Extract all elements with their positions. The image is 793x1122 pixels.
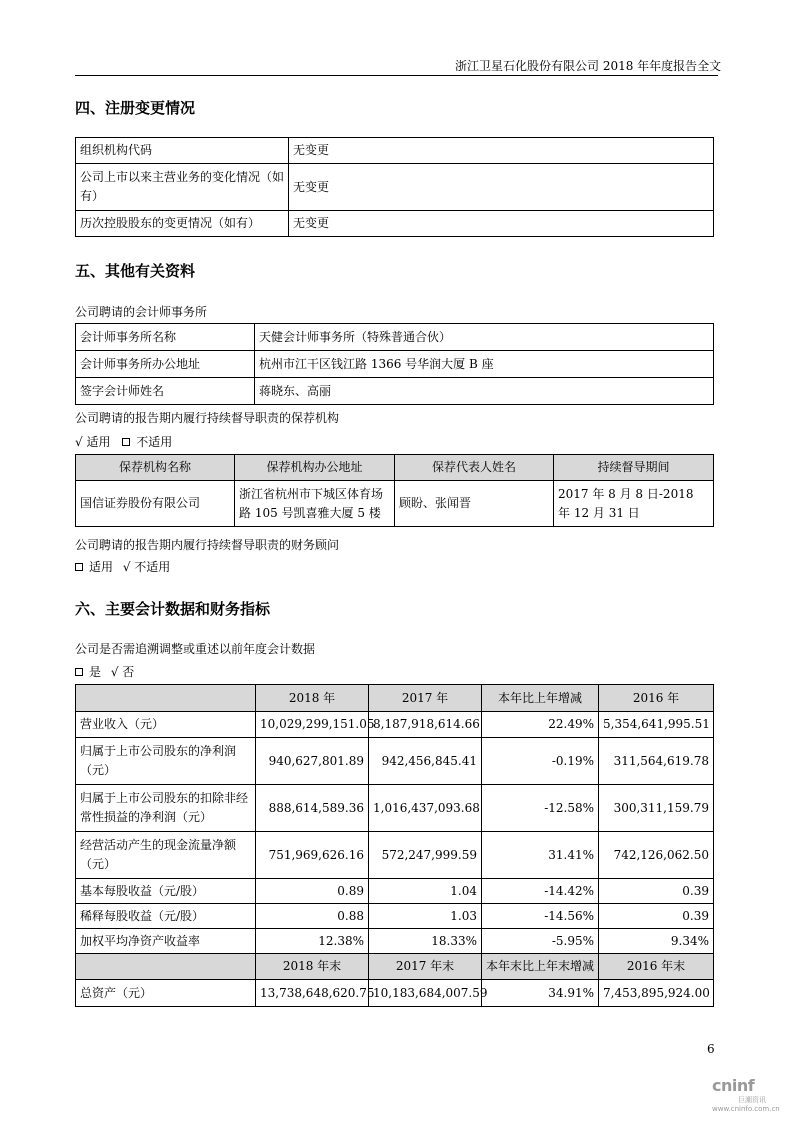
row-value: 杭州市江干区钱江路 1366 号华润大厦 B 座 — [255, 351, 714, 378]
accounting-firm-table — [75, 323, 714, 405]
header-divider — [75, 75, 718, 76]
sponsor-table — [75, 454, 714, 527]
checkbox-icon — [75, 563, 83, 571]
row-label: 会计师事务所名称 — [76, 324, 255, 351]
table-row — [76, 324, 714, 351]
column-header: 2018 年末 — [256, 954, 369, 980]
table-row — [76, 351, 714, 378]
table-row — [76, 785, 714, 832]
row-label: 签字会计师姓名 — [76, 378, 255, 405]
row-value: 无变更 — [289, 211, 714, 237]
value-2016: 0.39 — [599, 904, 714, 929]
value-2017: 1.04 — [369, 879, 482, 904]
table-row — [76, 832, 714, 879]
sponsor-intro: 公司聘请的报告期内履行持续督导职责的保荐机构 — [75, 411, 340, 425]
value-2018: 940,627,801.89 — [256, 738, 369, 785]
row-label: 经营活动产生的现金流量净额（元） — [76, 832, 256, 879]
checkbox-icon — [75, 668, 83, 676]
table-row — [76, 980, 714, 1007]
value-change: -14.56% — [482, 904, 599, 929]
row-label: 稀释每股收益（元/股） — [76, 904, 256, 929]
row-label: 归属于上市公司股东的扣除非经常性损益的净利润（元） — [76, 785, 256, 832]
column-header: 2016 年 — [599, 685, 714, 712]
table-header-row — [76, 455, 714, 481]
advisor-intro: 公司聘请的报告期内履行持续督导职责的财务顾问 — [75, 538, 340, 552]
page-number: 6 — [707, 1042, 715, 1056]
row-label: 基本每股收益（元/股） — [76, 879, 256, 904]
table-row — [76, 904, 714, 929]
column-header: 2017 年末 — [369, 954, 482, 980]
column-header: 保荐机构办公地址 — [235, 455, 395, 481]
column-header: 2016 年末 — [599, 954, 714, 980]
row-value: 天健会计师事务所（特殊普通合伙） — [255, 324, 714, 351]
header-title: 浙江卫星石化股份有限公司 2018 年年度报告全文 — [455, 59, 722, 73]
column-header: 2017 年 — [369, 685, 482, 712]
restate-yes: 是 — [89, 665, 102, 679]
registration-table — [75, 137, 714, 237]
logo-brand: cninf — [712, 1076, 755, 1095]
column-header: 持续督导期间 — [554, 455, 714, 481]
table-row — [76, 712, 714, 738]
value-2017: 572,247,999.59 — [369, 832, 482, 879]
value-2016: 9.34% — [599, 929, 714, 954]
row-label: 总资产（元） — [76, 980, 256, 1007]
financial-table — [75, 684, 714, 1007]
table-header-row — [76, 954, 714, 980]
value-2016: 7,453,895,924.00 — [599, 980, 714, 1007]
sponsor-address: 浙江省杭州市下城区体育场路 105 号凯喜雅大厦 5 楼 — [235, 481, 395, 527]
sponsor-applicability — [75, 433, 172, 450]
value-2018: 751,969,626.16 — [256, 832, 369, 879]
row-value: 无变更 — [289, 138, 714, 164]
table-row — [76, 211, 714, 237]
value-change: 31.41% — [482, 832, 599, 879]
value-2016: 5,354,641,995.51 — [599, 712, 714, 738]
value-2017: 942,456,845.41 — [369, 738, 482, 785]
value-2017: 18.33% — [369, 929, 482, 954]
row-label: 公司上市以来主营业务的变化情况（如有） — [76, 164, 289, 211]
value-2016: 311,564,619.78 — [599, 738, 714, 785]
sponsor-representatives: 顾盼、张闻晋 — [395, 481, 554, 527]
advisor-applicability — [75, 558, 170, 575]
row-label: 加权平均净资产收益率 — [76, 929, 256, 954]
row-value: 无变更 — [289, 164, 714, 211]
section5-title: 五、其他有关资料 — [75, 262, 196, 280]
row-value: 蒋晓东、高丽 — [255, 378, 714, 405]
value-2018: 13,738,648,620.75 — [256, 980, 369, 1007]
sponsor-period: 2017 年 8 月 8 日-2018 年 12 月 31 日 — [554, 481, 714, 527]
column-header — [76, 954, 256, 980]
value-2017: 1,016,437,093.68 — [369, 785, 482, 832]
value-2018: 10,029,299,151.05 — [256, 712, 369, 738]
not-applicable-checked: √ 不适用 — [122, 560, 171, 574]
column-header: 保荐代表人姓名 — [395, 455, 554, 481]
row-label: 营业收入（元） — [76, 712, 256, 738]
restate-no: √ 否 — [110, 665, 135, 679]
value-change: -12.58% — [482, 785, 599, 832]
value-2017: 1.03 — [369, 904, 482, 929]
cninfo-logo — [712, 1076, 792, 1116]
value-2017: 8,187,918,614.66 — [369, 712, 482, 738]
restate-answer — [75, 663, 134, 680]
table-row — [76, 738, 714, 785]
value-change: -14.42% — [482, 879, 599, 904]
column-header — [76, 685, 256, 712]
column-header: 本年末比上年末增减 — [482, 954, 599, 980]
table-row — [76, 378, 714, 405]
firm-intro: 公司聘请的会计师事务所 — [75, 305, 208, 319]
applicable-checked: √ 适用 — [75, 435, 111, 449]
column-header: 2018 年 — [256, 685, 369, 712]
table-row — [76, 164, 714, 211]
value-2018: 888,614,589.36 — [256, 785, 369, 832]
row-label: 归属于上市公司股东的净利润（元） — [76, 738, 256, 785]
value-2018: 0.89 — [256, 879, 369, 904]
section6-title: 六、主要会计数据和财务指标 — [75, 600, 271, 618]
value-2018: 12.38% — [256, 929, 369, 954]
row-label: 历次控股股东的变更情况（如有） — [76, 211, 289, 237]
value-change: -0.19% — [482, 738, 599, 785]
sponsor-name: 国信证券股份有限公司 — [76, 481, 235, 527]
value-2017: 10,183,684,007.59 — [369, 980, 482, 1007]
value-2016: 0.39 — [599, 879, 714, 904]
value-change: -5.95% — [482, 929, 599, 954]
value-change: 22.49% — [482, 712, 599, 738]
table-row — [76, 879, 714, 904]
column-header: 保荐机构名称 — [76, 455, 235, 481]
value-2018: 0.88 — [256, 904, 369, 929]
column-header: 本年比上年增减 — [482, 685, 599, 712]
applicable-label: 适用 — [89, 560, 114, 574]
logo-url: www.cninfo.com.cn — [712, 1105, 780, 1113]
row-label: 会计师事务所办公地址 — [76, 351, 255, 378]
table-row — [76, 481, 714, 527]
not-applicable-label: 不适用 — [136, 435, 173, 449]
table-row — [76, 138, 714, 164]
table-row — [76, 929, 714, 954]
restate-question: 公司是否需追溯调整或重述以前年度会计数据 — [75, 642, 316, 656]
value-2016: 300,311,159.79 — [599, 785, 714, 832]
row-label: 组织机构代码 — [76, 138, 289, 164]
logo-cn: 巨潮资讯 — [738, 1096, 766, 1104]
checkbox-icon — [122, 438, 130, 446]
value-change: 34.91% — [482, 980, 599, 1007]
table-header-row — [76, 685, 714, 712]
section4-title: 四、注册变更情况 — [75, 99, 196, 117]
value-2016: 742,126,062.50 — [599, 832, 714, 879]
